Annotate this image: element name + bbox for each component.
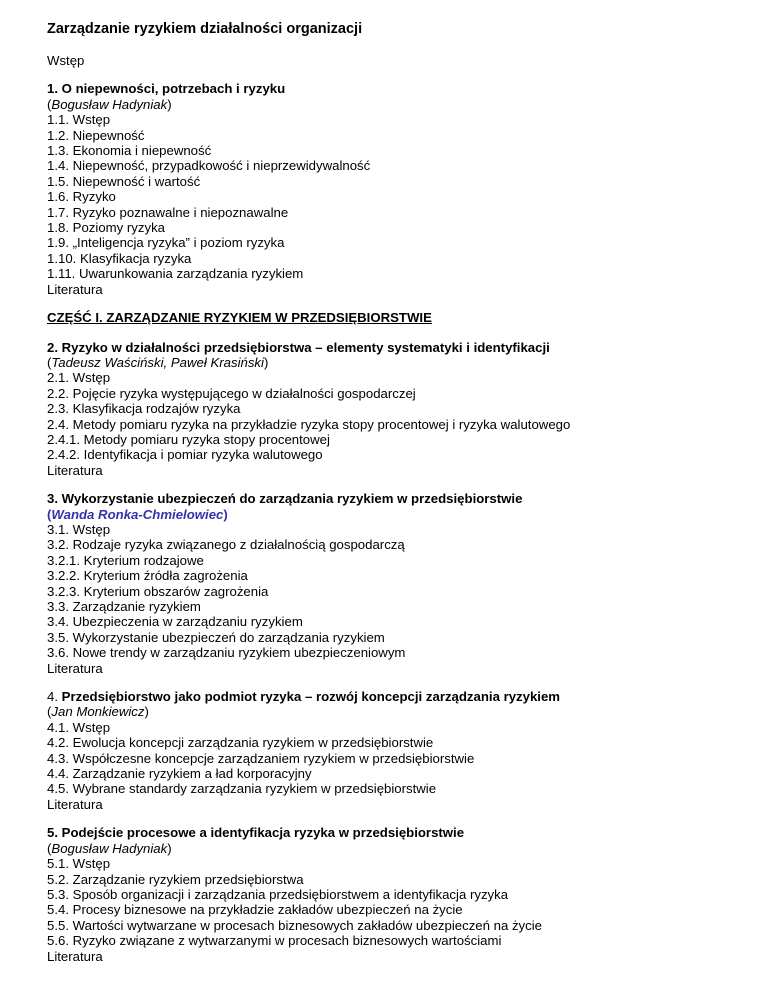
toc-item: 4.1. Wstęp	[47, 719, 111, 735]
chapter-5	[47, 825, 768, 964]
toc-item: 3.2.3. Kryterium obszarów zagrożenia	[47, 583, 269, 599]
toc-item: 4.5. Wybrane standardy zarządzania ryzykiem w przedsiębiorstwie	[47, 781, 437, 797]
toc-item: 1.10. Klasyfikacja ryzyka	[47, 250, 192, 266]
toc-item: 5.2. Zarządzanie ryzykiem przedsiębiorstwa	[47, 871, 304, 887]
toc-item: 3.4. Ubezpieczenia w zarządzaniu ryzykiem	[47, 614, 303, 630]
toc-item: 5.4. Procesy biznesowe na przykładzie zakładów ubezpieczeń na życie	[47, 902, 463, 918]
toc-item: 4.4. Zarządzanie ryzykiem a ład korporacyjny	[47, 766, 312, 782]
toc-item: 5.3. Sposób organizacji i zarządzania przedsiębiorstwem a identyfikacja ryzyka	[47, 886, 509, 902]
toc-item: 1.7. Ryzyko poznawalne i niepoznawalne	[47, 204, 289, 220]
toc-item: 2.2. Pojęcie ryzyka występującego w działalności gospodarczej	[47, 385, 416, 401]
toc-item: 1.5. Niepewność i wartość	[47, 173, 201, 189]
toc-item: 1.1. Wstęp	[47, 112, 111, 128]
chapter-1-author-names: Bogusław Hadyniak	[51, 96, 168, 112]
toc-item: Literatura	[47, 948, 103, 964]
toc-item: 2.4.2. Identyfikacja i pomiar ryzyka walutowego	[47, 447, 323, 463]
toc-item: 5.1. Wstęp	[47, 856, 111, 872]
intro-entry: Wstęp	[47, 53, 85, 68]
toc-item: Literatura	[47, 796, 103, 812]
toc-item: 1.8. Poziomy ryzyka	[47, 220, 165, 236]
chapter-5-title: 5. Podejście procesowe a identyfikacja ryzyka w przedsiębiorstwie	[47, 825, 465, 841]
toc-item: 3.3. Zarządzanie ryzykiem	[47, 599, 201, 614]
chapter-1-title: 1. O niepewności, potrzebach i ryzyku	[47, 81, 286, 97]
toc-item: Literatura	[47, 660, 103, 676]
chapter-2-author-names: Tadeusz Waściński, Paweł Krasiński	[51, 354, 264, 370]
chapter-5-authors: (Bogusław Hadyniak)	[47, 840, 172, 856]
chapter-4-number: 4.	[47, 689, 58, 705]
toc-item: 4.3. Współczesne koncepcje zarządzaniem ryzykiem w przedsiębiorstwie	[47, 750, 475, 766]
toc-item: 3.2. Rodzaje ryzyka związanego z działalnością gospodarczą	[47, 537, 405, 553]
toc-item: 3.5. Wykorzystanie ubezpieczeń do zarządzania ryzykiem	[47, 629, 385, 645]
chapter-4-author-names: Jan Monkiewicz	[51, 704, 145, 720]
chapter-1-authors: (Bogusław Hadyniak)	[47, 96, 172, 112]
chapter-3-authors: (Wanda Ronka-Chmielowiec)	[47, 506, 228, 522]
toc-item: 2.4. Metody pomiaru ryzyka na przykładzie ryzyka stopy procentowej i ryzyka walutowego	[47, 416, 571, 432]
chapter-1	[47, 81, 768, 297]
toc-item: 2.1. Wstęp	[47, 370, 111, 386]
chapter-4-title-text: Przedsiębiorstwo jako podmiot ryzyka – rozwój koncepcji zarządzania ryzykiem	[61, 689, 561, 705]
chapter-4-title	[47, 689, 768, 704]
toc-item: 2.4.1. Metody pomiaru ryzyka stopy procentowej	[47, 431, 330, 447]
toc-item: Literatura	[47, 281, 103, 297]
chapter-4-authors: (Jan Monkiewicz)	[47, 704, 149, 720]
toc-item: 1.6. Ryzyko	[47, 189, 116, 205]
chapter-5-author-names: Bogusław Hadyniak	[51, 840, 168, 856]
chapter-2-authors: (Tadeusz Waściński, Paweł Krasiński)	[47, 354, 269, 370]
toc-item: 1.9. „Inteligencja ryzyka” i poziom ryzyka	[47, 235, 285, 251]
chapter-3-author-names: Wanda Ronka-Chmielowiec	[51, 506, 224, 522]
document-title: Zarządzanie ryzykiem działalności organizacji	[47, 21, 363, 37]
toc-item: 3.6. Nowe trendy w zarządzaniu ryzykiem ubezpieczeniowym	[47, 645, 406, 661]
chapter-2-title: 2. Ryzyko w działalności przedsiębiorstwa – elementy systematyki i identyfikacji	[47, 339, 550, 355]
toc-item: Literatura	[47, 462, 103, 478]
toc-item: 3.2.2. Kryterium źródła zagrożenia	[47, 568, 248, 584]
toc-item: 1.11. Uwarunkowania zarządzania ryzykiem	[47, 266, 304, 282]
toc-item: 3.1. Wstęp	[47, 521, 111, 537]
toc-item: 3.2.1. Kryterium rodzajowe	[47, 552, 204, 568]
chapter-2	[47, 340, 768, 479]
toc-item: 1.3. Ekonomia i niepewność	[47, 143, 212, 159]
chapter-4	[47, 689, 768, 812]
toc-item: 1.2. Niepewność	[47, 127, 145, 143]
toc-item: 1.4. Niepewność, przypadkowość i nieprzewidywalność	[47, 158, 371, 174]
toc-item: 2.3. Klasyfikacja rodzajów ryzyka	[47, 401, 241, 417]
chapter-3-title: 3. Wykorzystanie ubezpieczeń do zarządzania ryzykiem w przedsiębiorstwie	[47, 491, 523, 507]
part-1-heading: CZĘŚĆ I. ZARZĄDZANIE RYZYKIEM W PRZEDSIĘBIORSTWIE	[47, 310, 432, 326]
toc-item: 5.5. Wartości wytwarzane w procesach biznesowych zakładów ubezpieczeń na życie	[47, 917, 543, 933]
toc-item: 4.2. Ewolucja koncepcji zarządzania ryzykiem w przedsiębiorstwie	[47, 735, 434, 751]
toc-item: 5.6. Ryzyko związane z wytwarzanymi w procesach biznesowych wartościami	[47, 933, 502, 949]
chapter-3	[47, 491, 768, 676]
